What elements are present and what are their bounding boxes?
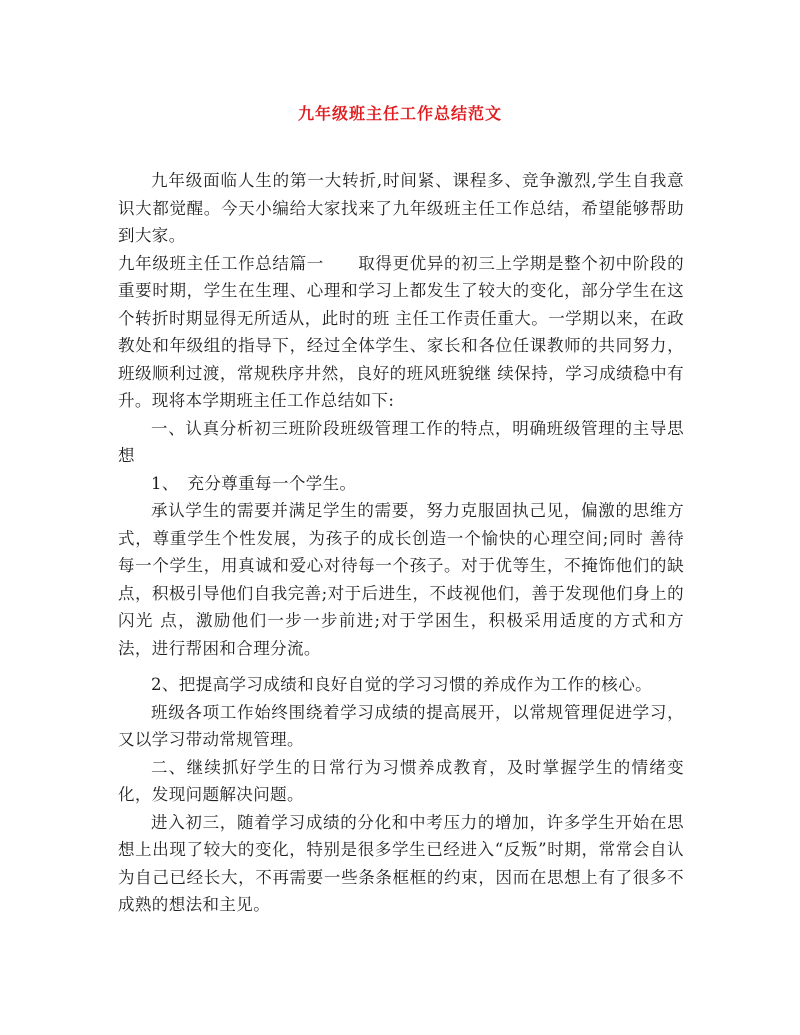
heading-item-two: 2、把提高学习成绩和良好自觉的学习习惯的养成作为工作的核心。 [151,675,652,694]
paragraph-grade-three: 进入初三，随着学习成绩的分化和中考压力的增加，许多学生开始在思想上出现了较大的变化，特别是很多学生已经进入“反叛”时期，常常会自认为自己已经长大，不再需要一些条条框框的约束，因而在思想上有了很多不成熟的想法和主见。 [118,812,684,914]
paragraph-part-one: 九年级班主任工作总结篇一 取得更优异的初三上学期是整个初中阶段的重要时期，学生在生理、心理和学习上都发生了较大的变化，部分学生在这个转折时期显得无所适从，此时的班 主任工作责任重大。一学期以来，在政教处和年级组的指导下，经过全体学生、家长和各位任课教师的共同努力，班级顺利过渡，常规秩序井然，良好的班风班貌继 续保持，学习成绩稳中有升。现将本学期班主任工作总结如下: [118,253,684,410]
document-title: 九年级班主任工作总结范文 [297,104,502,123]
heading-section-one: 一、认真分析初三班阶段班级管理工作的特点，明确班级管理的主导思想 [118,418,684,465]
paragraph-respect-students: 承认学生的需要并满足学生的需要，努力克服固执己见，偏激的思维方式，尊重学生个性发展，为孩子的成长创造一个愉快的心理空间;同时 善待每一个学生，用真诚和爱心对待每一个孩子。对于优等生，不掩饰他们的缺点，积极引导他们自我完善;对于后进生，不歧视他们，善于发现他们身上的闪光 点，激励他们一步一步前进;对于学困生，积极采用适度的方式和方法，进行帮困和合理分流。 [118,501,684,658]
heading-section-two: 二、继续抓好学生的日常行为习惯养成教育，及时掌握学生的情绪变化，发现问题解决问题。 [118,757,684,804]
document-body [118,167,684,919]
heading-item-one: 1、 充分尊重每一个学生。 [151,473,357,493]
paragraph-intro: 九年级面临人生的第一大转折,时间紧、课程多、竞争激烈,学生自我意识大都觉醒。今天小编给大家找来了九年级班主任工作总结，希望能够帮助到大家。 [118,171,684,245]
paragraph-study-focus: 班级各项工作始终围绕着学习成绩的提高展开，以常规管理促进学习，又以学习带动常规管理。 [118,702,684,749]
